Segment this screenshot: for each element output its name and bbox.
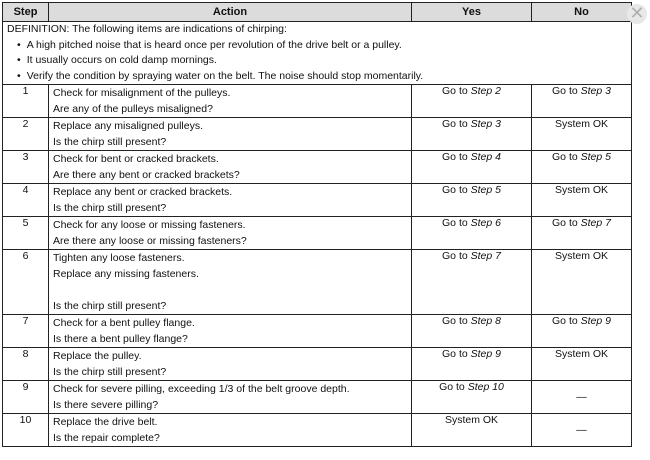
- header-action: Action: [49, 3, 412, 22]
- no-outcome: [532, 118, 632, 151]
- step-row: [3, 151, 632, 184]
- no-outcome: [532, 348, 632, 381]
- close-icon[interactable]: ✕: [627, 4, 647, 24]
- goto-step-link[interactable]: Step 10: [467, 381, 504, 393]
- action-line: Replace any bent or cracked brackets.: [53, 186, 233, 198]
- not-applicable-dash: —: [576, 391, 587, 403]
- step-row: [3, 184, 632, 217]
- action-line: Replace any misaligned pulleys.: [53, 120, 203, 132]
- result-text: System OK: [554, 118, 609, 130]
- no-outcome: [532, 250, 632, 315]
- yes-outcome: [412, 315, 532, 348]
- result-text: System OK: [444, 414, 499, 426]
- step-row: [3, 118, 632, 151]
- step-number: 6: [3, 250, 49, 315]
- yes-outcome: [412, 184, 532, 217]
- no-outcome: [532, 414, 632, 447]
- action-line: Check for bent or cracked brackets.: [53, 153, 219, 165]
- action-line: Tighten any loose fasteners.: [53, 252, 185, 264]
- no-outcome: [532, 85, 632, 118]
- action-cell: [49, 85, 412, 118]
- yes-outcome: [412, 381, 532, 414]
- header-step: Step: [3, 3, 49, 22]
- result-text: System OK: [554, 184, 609, 196]
- yes-outcome: [412, 151, 532, 184]
- step-row: [3, 381, 632, 414]
- definition-row: [3, 22, 632, 85]
- step-row: [3, 85, 632, 118]
- action-line: Is there severe pilling?: [53, 399, 159, 411]
- goto-prefix: Go to: [552, 315, 581, 327]
- step-number: 7: [3, 315, 49, 348]
- step-number: 1: [3, 85, 49, 118]
- no-outcome: [532, 217, 632, 250]
- action-line: Check for severe pilling, exceeding 1/3 of the belt groove depth.: [53, 383, 350, 395]
- goto-step-link[interactable]: Step 5: [580, 151, 611, 163]
- result-text: System OK: [554, 250, 609, 262]
- result-text: System OK: [554, 348, 609, 360]
- goto-step-link[interactable]: Step 5: [470, 184, 501, 196]
- diagnostic-table: [2, 2, 632, 447]
- action-line: Is the chirp still present?: [53, 366, 167, 378]
- goto-step-link[interactable]: Step 9: [580, 315, 611, 327]
- goto-step-link[interactable]: Step 4: [470, 151, 501, 163]
- no-outcome: [532, 315, 632, 348]
- action-cell: [49, 381, 412, 414]
- action-line: Are there any loose or missing fasteners?: [53, 235, 247, 247]
- not-applicable-dash: —: [576, 424, 587, 436]
- action-line: Replace any missing fasteners.: [53, 268, 199, 280]
- goto-prefix: Go to: [442, 217, 471, 229]
- yes-outcome: [412, 414, 532, 447]
- goto-prefix: Go to: [442, 151, 471, 163]
- goto-step-link[interactable]: Step 8: [470, 315, 501, 327]
- goto-prefix: Go to: [552, 151, 581, 163]
- goto-prefix: Go to: [442, 315, 471, 327]
- action-line: Check for a bent pulley flange.: [53, 317, 195, 329]
- action-line: Are any of the pulleys misaligned?: [53, 103, 213, 115]
- action-line: Is the repair complete?: [53, 432, 160, 444]
- action-line: Check for misalignment of the pulleys.: [53, 87, 231, 99]
- step-row: [3, 414, 632, 447]
- action-cell: [49, 184, 412, 217]
- goto-prefix: Go to: [442, 184, 471, 196]
- action-line: Is there a bent pulley flange?: [53, 333, 188, 345]
- step-number: 4: [3, 184, 49, 217]
- step-number: 8: [3, 348, 49, 381]
- step-number: 3: [3, 151, 49, 184]
- step-row: [3, 348, 632, 381]
- goto-prefix: Go to: [552, 217, 581, 229]
- action-line: Is the chirp still present?: [53, 300, 167, 312]
- definition-list: [7, 38, 627, 85]
- action-cell: [49, 414, 412, 447]
- goto-prefix: Go to: [439, 381, 468, 393]
- yes-outcome: [412, 118, 532, 151]
- step-number: 5: [3, 217, 49, 250]
- goto-step-link[interactable]: Step 7: [470, 250, 501, 262]
- definition-cell: [3, 22, 632, 85]
- goto-prefix: Go to: [442, 250, 471, 262]
- goto-prefix: Go to: [442, 85, 471, 97]
- no-outcome: [532, 381, 632, 414]
- no-outcome: [532, 151, 632, 184]
- action-line: Check for any loose or missing fasteners.: [53, 219, 246, 231]
- action-cell: [49, 217, 412, 250]
- yes-outcome: [412, 85, 532, 118]
- goto-step-link[interactable]: Step 9: [470, 348, 501, 360]
- goto-prefix: Go to: [442, 118, 471, 130]
- goto-step-link[interactable]: Step 3: [470, 118, 501, 130]
- definition-bullet: • Verify the condition by spraying water on the belt. The noise should stop momentarily.: [17, 69, 627, 85]
- yes-outcome: [412, 250, 532, 315]
- action-cell: [49, 151, 412, 184]
- header-row: [3, 3, 632, 22]
- definition-bullet: • A high pitched noise that is heard once per revolution of the drive belt or a pulley.: [17, 38, 627, 54]
- step-row: [3, 315, 632, 348]
- yes-outcome: [412, 348, 532, 381]
- action-cell: [49, 348, 412, 381]
- action-line: [53, 282, 407, 298]
- step-row: [3, 250, 632, 315]
- step-number: 10: [3, 414, 49, 447]
- goto-prefix: Go to: [442, 348, 471, 360]
- action-cell: [49, 250, 412, 315]
- goto-step-link[interactable]: Step 7: [580, 217, 611, 229]
- action-line: Replace the drive belt.: [53, 416, 158, 428]
- goto-step-link[interactable]: Step 6: [470, 217, 501, 229]
- yes-outcome: [412, 217, 532, 250]
- step-number: 9: [3, 381, 49, 414]
- goto-step-link[interactable]: Step 3: [580, 85, 611, 97]
- definition-bullet: • It usually occurs on cold damp mornings.: [17, 53, 627, 69]
- action-line: Replace the pulley.: [53, 350, 142, 362]
- step-number: 2: [3, 118, 49, 151]
- goto-prefix: Go to: [552, 85, 581, 97]
- step-row: [3, 217, 632, 250]
- header-no: No: [532, 3, 632, 22]
- no-outcome: [532, 184, 632, 217]
- action-line: Is the chirp still present?: [53, 202, 167, 214]
- header-yes: Yes: [412, 3, 532, 22]
- goto-step-link[interactable]: Step 2: [470, 85, 501, 97]
- action-cell: [49, 118, 412, 151]
- definition-intro: DEFINITION: The following items are indications of chirping:: [7, 23, 287, 35]
- action-line: Is the chirp still present?: [53, 136, 167, 148]
- action-cell: [49, 315, 412, 348]
- action-line: Are there any bent or cracked brackets?: [53, 169, 240, 181]
